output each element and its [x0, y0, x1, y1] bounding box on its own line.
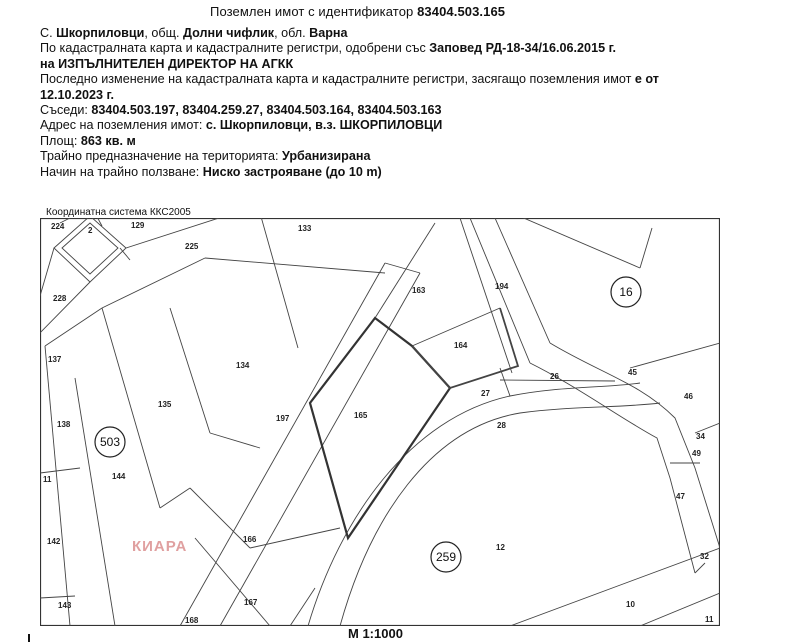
parcel-label: 163: [412, 286, 426, 295]
parcel-label: 167: [244, 598, 258, 607]
neighbors: 83404.503.197, 83404.259.27, 83404.503.164, 83404.503.163: [91, 103, 442, 118]
parcel-label: 142: [47, 537, 61, 546]
parcel-label: 11: [705, 615, 714, 624]
region: Варна: [309, 26, 348, 40]
municipality: Долни чифлик: [182, 26, 275, 40]
parcel-label: 27: [481, 389, 490, 398]
parcel-label: 47: [676, 492, 685, 501]
parcel-label: 225: [185, 242, 199, 251]
parcel-info: [40, 26, 740, 180]
block-259-label: 259: [435, 550, 457, 564]
edge-mark: [28, 634, 30, 642]
last-change-row: Последно изменение на кадастралната карта и кадастралните регистри, засягащо поземления имот е от: [40, 72, 659, 87]
approval-order: Заповед РД-18-34/16.06.2015 г.: [429, 41, 617, 56]
parcel-label: 129: [131, 221, 145, 230]
parcel-label: 137: [48, 355, 62, 364]
parcel-label: 26: [550, 372, 559, 381]
parcel-label: 135: [158, 400, 172, 409]
parcel-label: 224: [51, 222, 65, 231]
title-prefix: Поземлен имот с идентификатор: [210, 4, 418, 19]
parcel-label: 2: [88, 226, 93, 235]
document-title: [210, 4, 505, 19]
parcel-label: 10: [626, 600, 635, 609]
address: с. Шкорпиловци, в.з. ШКОРПИЛОВЦИ: [205, 118, 443, 133]
approval-authority-row: [40, 57, 740, 72]
usage-row: Начин на трайно ползване: Ниско застрояване (до 10 m): [40, 164, 382, 179]
village: Шкорпиловци: [56, 26, 145, 40]
parcel-label: 32: [700, 552, 709, 561]
parcel-label: 228: [53, 294, 67, 303]
last-change-from: е от: [634, 72, 659, 87]
parcel-label: 168: [185, 616, 199, 625]
area-row: Площ: 863 кв. м: [40, 133, 136, 148]
parcel-label: 194: [495, 282, 509, 291]
usage: Ниско застрояване (до 10 m): [202, 164, 382, 179]
map-scale: М 1:1000: [348, 626, 403, 641]
parcel-label: 45: [628, 368, 637, 377]
neighbors-row: Съседи: 83404.503.197, 83404.259.27, 83404.503.164, 83404.503.163: [40, 103, 442, 118]
address-row: Адрес на поземления имот: с. Шкорпиловци, в.з. ШКОРПИЛОВЦИ: [40, 118, 443, 133]
block-16-label: 16: [619, 285, 633, 299]
last-change-date-row: [40, 88, 740, 103]
parcel-label: 164: [454, 341, 468, 350]
parcel-label: 166: [243, 535, 257, 544]
parcel-label: 197: [276, 414, 290, 423]
parcel-label: 165: [354, 411, 368, 420]
parcel-label: 28: [497, 421, 506, 430]
coordinate-system-label: Координатна система ККС2005: [46, 207, 191, 218]
parcel-label: 11: [43, 475, 52, 484]
parcel-165-outline: [310, 318, 450, 538]
parcel-label: 144: [112, 472, 126, 481]
parcel-label: 34: [696, 432, 705, 441]
purpose-row: Трайно предназначение на територията: Урбанизирана: [40, 149, 371, 164]
watermark: КИАРА: [132, 538, 188, 555]
parcel-identifier: 83404.503.165: [417, 4, 506, 19]
purpose: Урбанизирана: [281, 149, 371, 164]
last-change-date: 12.10.2023 г.: [40, 87, 115, 102]
parcel-label: 12: [496, 543, 505, 552]
cadastral-map: [40, 218, 720, 626]
parcel-label: 138: [57, 420, 71, 429]
block-503-label: 503: [99, 435, 121, 449]
parcel-label: 134: [236, 361, 250, 370]
approval-row: По кадастралната карта и кадастралните регистри, одобрени със Заповед РД-18-34/16.06.2015 г.: [40, 41, 617, 56]
parcel-label: 133: [298, 224, 312, 233]
parcel-label: 46: [684, 392, 693, 401]
parcel-label: 143: [58, 601, 72, 610]
approval-authority: на ИЗПЪЛНИТЕЛЕН ДИРЕКТОР НА АГКК: [40, 56, 294, 71]
location-row: С. Шкорпиловци, общ. Долни чифлик, обл. Варна: [40, 26, 348, 40]
area: 863 кв. м: [80, 133, 136, 148]
parcel-label: 49: [692, 449, 701, 458]
